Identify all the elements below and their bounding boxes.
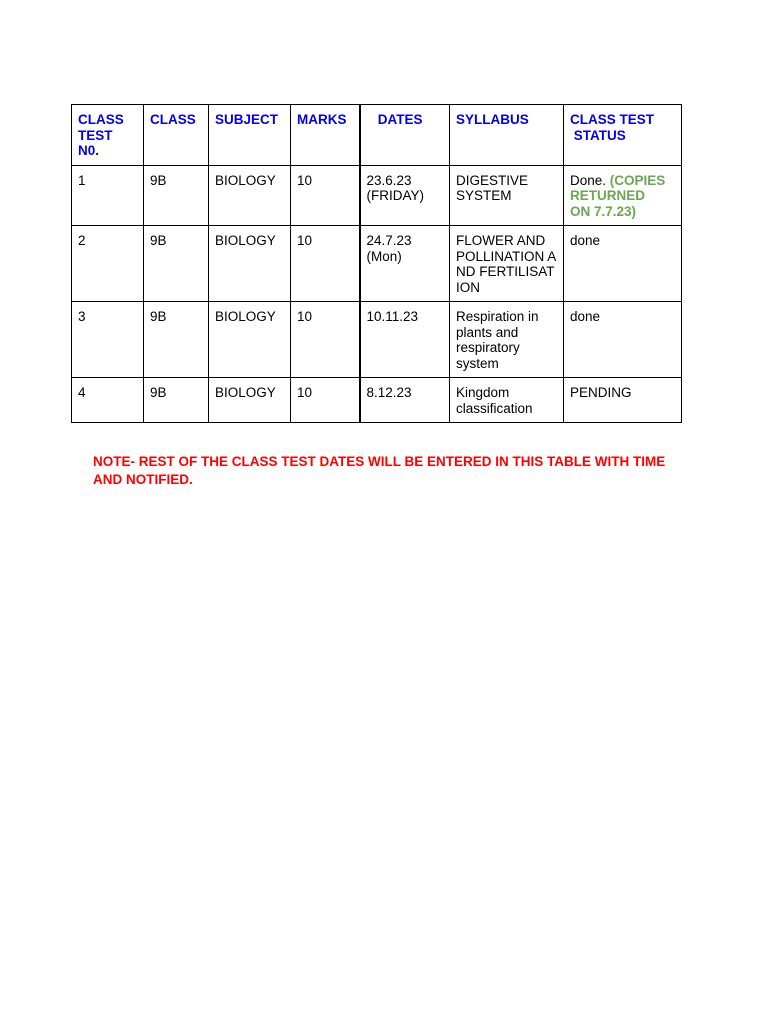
cell-class: 9B [144,165,209,226]
header-subject: SUBJECT [209,105,291,166]
cell-test-no: 4 [72,378,144,423]
table-row [72,165,682,226]
table-row [72,378,682,423]
class-test-table [71,104,682,423]
cell-date: 23.6.23 (FRIDAY) [360,165,450,226]
header-syllabus: SYLLABUS [450,105,564,166]
cell-syllabus: FLOWER AND POLLINATION AND FERTILISATION [450,226,564,302]
cell-date: 8.12.23 [360,378,450,423]
cell-test-no: 2 [72,226,144,302]
header-class-test-no: CLASS TEST N0. [72,105,144,166]
cell-subject: BIOLOGY [209,378,291,423]
cell-test-no: 1 [72,165,144,226]
header-dates: DATES [360,105,450,166]
status-text: Done. [570,172,610,188]
cell-subject: BIOLOGY [209,226,291,302]
cell-class: 9B [144,302,209,378]
cell-syllabus: Respiration in plants and respiratory system [450,302,564,378]
table-row [72,226,682,302]
status-note: (COPIES [609,172,666,188]
cell-class: 9B [144,378,209,423]
cell-status: done [564,302,682,378]
status-note: ON 7.7.23) [570,203,637,219]
header-marks: MARKS [291,105,360,166]
cell-class: 9B [144,226,209,302]
cell-subject: BIOLOGY [209,302,291,378]
cell-status [564,165,682,226]
cell-status: done [564,226,682,302]
cell-marks: 10 [291,302,360,378]
cell-date: 10.11.23 [360,302,450,378]
table-row [72,302,682,378]
table-note: NOTE- REST OF THE CLASS TEST DATES WILL BE ENTERED IN THIS TABLE WITH TIME AND NOTIFIED. [93,454,666,487]
header-class-test-status: CLASS TEST STATUS [564,105,682,166]
cell-syllabus: Kingdom classification [450,378,564,423]
cell-status: PENDING [564,378,682,423]
table-header-row [72,105,682,166]
cell-marks: 10 [291,165,360,226]
cell-subject: BIOLOGY [209,165,291,226]
cell-marks: 10 [291,226,360,302]
cell-date: 24.7.23 (Mon) [360,226,450,302]
header-class: CLASS [144,105,209,166]
cell-test-no: 3 [72,302,144,378]
cell-syllabus: DIGESTIVE SYSTEM [450,165,564,226]
cell-marks: 10 [291,378,360,423]
status-note: RETURNED [570,188,646,203]
